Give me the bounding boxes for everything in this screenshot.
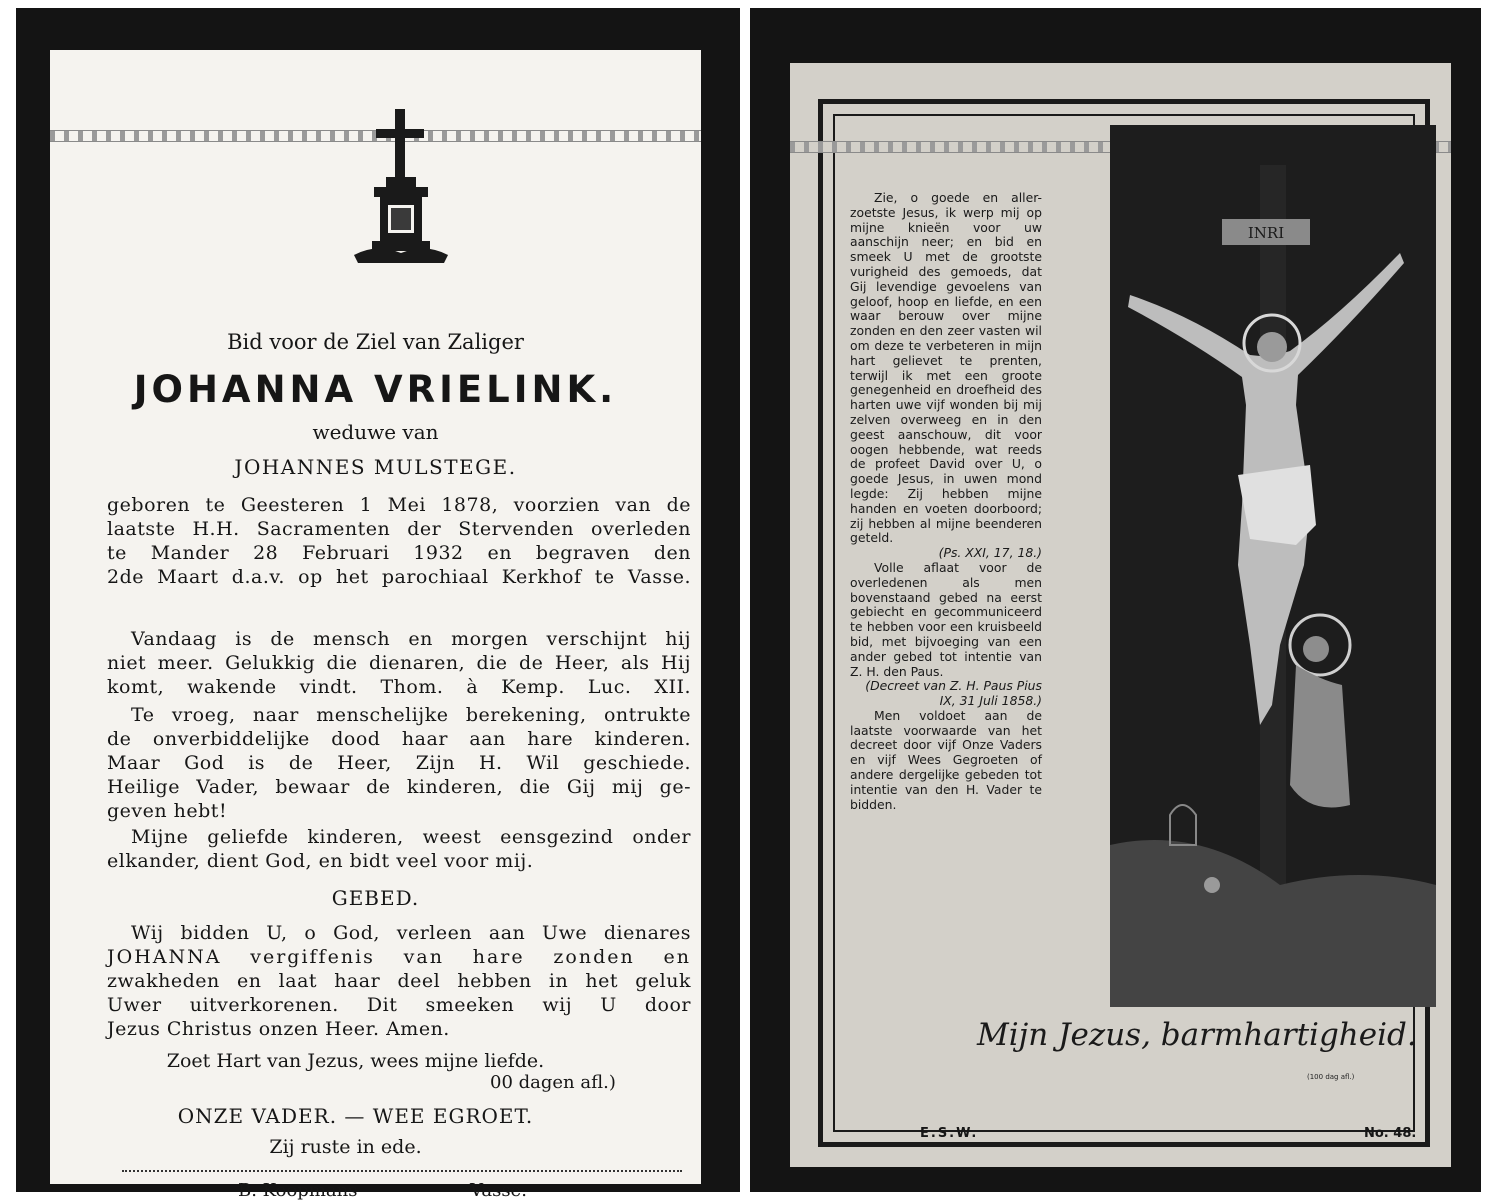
bio-line: geboren te Geesteren 1 Mei 1878, voorzien van de (107, 494, 691, 516)
reflection-line: Maar God is de Heer, Zijn H. Wil geschiede. (107, 752, 691, 774)
intro-line: Bid voor de Ziel van Zaliger (227, 330, 524, 354)
motto-text: Mijn Jezus, barmhartigheid. (977, 1017, 1417, 1053)
cross-on-pedestal-icon (346, 105, 456, 270)
prayer-line: JOHANNA vergiffenis van hare zonden en (107, 946, 691, 968)
motto-indulgence: (100 dag afl.) (1307, 1073, 1355, 1081)
memorial-card-front (16, 8, 740, 1201)
husband-name: JOHANNES MULSTEGE. (234, 455, 517, 479)
bio-line: te Mander 28 Februari 1932 en begraven den (107, 542, 691, 564)
quote-line: komt, wakende vindt. Thom. à Kemp. Luc. XII. (107, 676, 691, 698)
prayer-line: zwakheden en laat haar deel hebben in het geluk (107, 970, 691, 992)
publisher-mark: E.S.W. (920, 1126, 979, 1141)
reflection-line: de onverbiddelijke dood haar aan hare kinderen. (107, 728, 691, 750)
reflection-line: geven hebt! (107, 800, 228, 822)
condition-paragraph: Men voldoet aan de laatste voorwaarde van het decreet door vijf Onze Vaders en vijf Wees Gegroeten of andere dergelijke gebeden tot intentie van den H. Vader te bidden. (850, 707, 1042, 812)
card-number: No. 48. (1364, 1126, 1417, 1141)
reflection-line: Te vroeg, naar menschelijke berekening, ontrukte (131, 704, 691, 726)
prayer-line: Wij bidden U, o God, verleen aan Uwe dienares (131, 922, 691, 944)
psalm-reference: (Ps. XXI, 17, 18.) (938, 545, 1042, 561)
quote-line: Vandaag is de mensch en morgen verschijnt hij (131, 628, 691, 650)
bio-line: laatste H.H. Sacramenten der Stervenden overleden (107, 518, 691, 540)
prayer-line: Uwer uitverkorenen. Dit smeeken wij U door (107, 994, 691, 1016)
exhortation-line: Mijne geliefde kinderen, weest eensgezind onder (131, 826, 691, 848)
prayer-paragraph: Zie, o goede en aller-zoetste Jesus, ik werp mij op mijne knieën voor uw aanschijn neer; en bid en smeek U met de grootste vurigheid des gemoeds, dat Gij levendige gevoelens van geloof, hoop en liefde, en een waar berouw over mijne zonden en den zeer vasten wil om deze te verbeteren in mijn hart gelievet te prenten, terwijl ik met een groote genegenheid en droefheid des harten uwe vijf wonden bij mij zelven overweeg en in den geest aanschouw, dit voor oogen hebbende, wat reeds de profeet David over U, o goede Jesus, in uwen mond legde: Zij hebben mijne handen en voeten doorboord; zij hebben al mijne beenderen geteld. (850, 190, 1042, 546)
widow-of-label: weduwe van (312, 420, 439, 444)
printer-name: B. Koopmans (238, 1180, 358, 1201)
card-back-paper (790, 63, 1451, 1167)
closing-prayers: ONZE VADER. — WEE EGROET. (177, 1104, 534, 1128)
prayer-heading: GEBED. (331, 886, 420, 910)
rest-in-peace: Zij ruste in ede. (269, 1136, 422, 1158)
deceased-name: JOHANNA VRIELINK. (133, 368, 618, 411)
indulgence-note: 00 dagen afl.) (490, 1072, 616, 1093)
prayer-line: Jezus Christus onzen Heer. Amen. (107, 1018, 450, 1040)
ejaculation: Zoet Hart van Jezus, wees mijne liefde. (166, 1050, 545, 1072)
card-front-paper (50, 50, 701, 1201)
exhortation-line: elkander, dient God, en bidt veel voor mij. (107, 850, 534, 872)
dotted-divider (122, 1170, 682, 1172)
printer-town: Vasse. (470, 1180, 527, 1201)
inri-plaque: INRI (1247, 224, 1285, 242)
quote-line: niet meer. Gelukkig die dienaren, die de Heer, als Hij (107, 652, 691, 674)
indulgence-paragraph: Volle aflaat voor de overledenen als men bovenstaand gebed na eerst gebiecht en gecommuniceerd te hebben voor een kruisbeeld bid, met bijvoeging van een ander gebed tot intentie van Z. H. den Paus. (850, 559, 1042, 679)
memorial-card-back (750, 8, 1481, 1192)
devotional-prayer-text (850, 191, 1042, 812)
reflection-line: Heilige Vader, bewaar de kinderen, die Gij mij ge- (107, 776, 691, 798)
bio-line: 2de Maart d.a.v. op het parochiaal Kerkhof te Vasse. (107, 566, 691, 588)
crucifixion-image (1110, 125, 1436, 1007)
decree-reference: (Decreet van Z. H. Paus Pius IX, 31 Juli 1858.) (865, 678, 1042, 709)
